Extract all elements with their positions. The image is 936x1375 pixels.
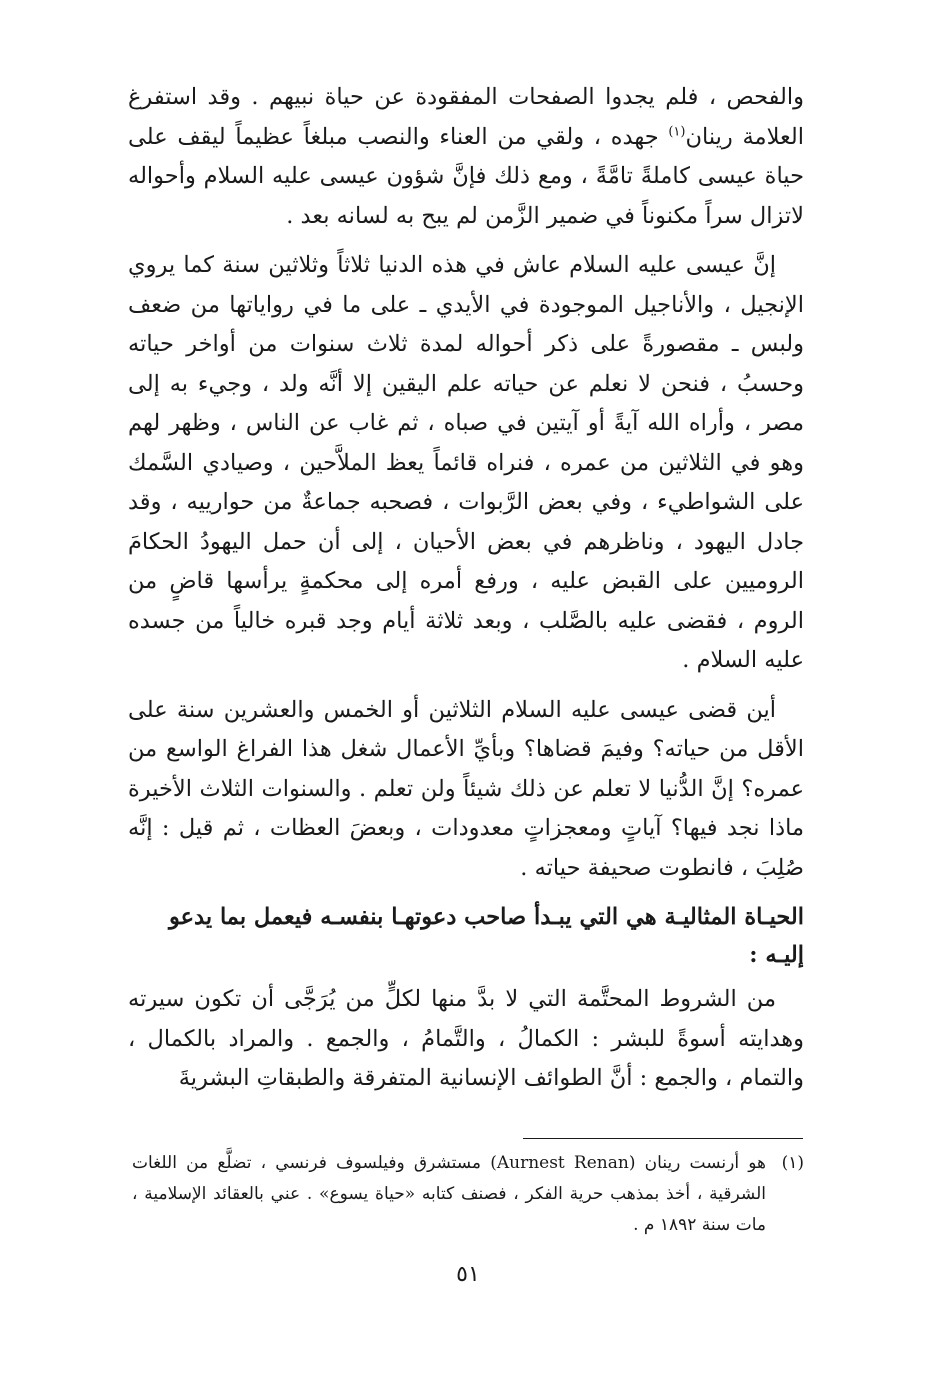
page-body	[128, 78, 804, 1109]
footnote	[132, 1148, 804, 1241]
footnote-divider	[523, 1138, 803, 1139]
paragraph-4: من الشروط المحتَّمة التي لا بدَّ منها لكلٍّ من يُرَجَّى أن تكون سيرته وهدايته أسوةً للبشر : الكمالُ ، والتَّمامُ ، والجمع . والمراد بالكمال ، والتمام ، والجمع : أنَّ الطوائف الإنسانية المتفرقة والطبقاتِ البشريةَ	[128, 986, 804, 1091]
paragraph-1-text-a: والفحص ، فلم يجدوا الصفحات المفقودة عن حياة نبيهم . وقد استفرغ العلامة رينان	[128, 84, 804, 150]
paragraph-1	[128, 78, 804, 236]
paragraph-1-text-b: جهده ، ولقي من العناء والنصب مبلغاً عظيماً ليقف على حياة عيسى كاملةً تامَّةً ، ومع ذلك فإنَّ شؤون عيسى عليه السلام وأحواله لاتزال سراً مكنوناً في ضمير الزَّمن لم يبح به لسانه بعد .	[128, 123, 804, 229]
footnote-text: هو أرنست رينان (Aurnest Renan) مستشرق وفيلسوف فرنسي ، تضلَّع من اللغات الشرقية ، أخذ بمذهب حرية الفكر ، فصنف كتابه «حياة يسوع» . عني بالعقائد الإسلامية ، مات سنة ١٨٩٢ م .	[132, 1153, 767, 1235]
paragraph-3: أين قضى عيسى عليه السلام الثلاثين أو الخمس والعشرين سنة على الأقل من حياته؟ وفيمَ قضاها؟ وبأيِّ الأعمال شغل هذا الفراغ الواسع من عمره؟ إنَّ الدُّنيا لا تعلم عن ذلك شيئاً ولن تعلم . والسنوات الثلاث الأخيرة ماذا نجد فيها؟ آياتٍ ومعجزاتٍ معدودات ، وبعضَ العظات ، ثم قيل : إنَّه صُلِبَ ، فانطوت صحيفة حياته .	[128, 696, 804, 881]
footnote-reference: (١)	[668, 124, 686, 139]
page-number: ٥١	[456, 1262, 480, 1287]
paragraph-2: إنَّ عيسى عليه السلام عاش في هذه الدنيا ثلاثاً وثلاثين سنة كما يروي الإنجيل ، والأناجيل الموجودة في الأيدي ـ على ما في رواياتها من ضعف ولبس ـ مقصورةً على ذكر أحواله لمدة ثلاث سنوات من أواخر حياته وحسبُ ، فنحن لا نعلم عن حياته علم اليقين إلا أنَّه ولد ، وجيء به إلى مصر ، وأراه الله آيةً أو آيتين في صباه ، ثم غاب عن الناس ، وظهر لهم وهو في الثلاثين من عمره ، فنراه قائماً يعظ الملاَّحين ، وصيادي السَّمك على الشواطيء ، وفي بعض الرَّبوات ، فصحبه جماعةٌ من حوارييه ، وقد جادل اليهود ، وناظرهم في بعض الأحيان ، إلى أن حمل اليهودُ الحكامَ الروميين على القبض عليه ، ورفع أمره إلى محكمةٍ يرأسها قاضٍ من الروم ، فقضى عليه بالصَّلب ، وبعد ثلاثة أيام وجد قبره خالياً من جسده عليه السلام .	[128, 252, 804, 673]
section-heading: الحيـاة المثاليـة هي التي يبـدأ صاحب دعوتهـا بنفسـه فيعمل بما يدعو إليـه :	[169, 904, 804, 968]
footnote-number: (١)	[781, 1153, 804, 1173]
